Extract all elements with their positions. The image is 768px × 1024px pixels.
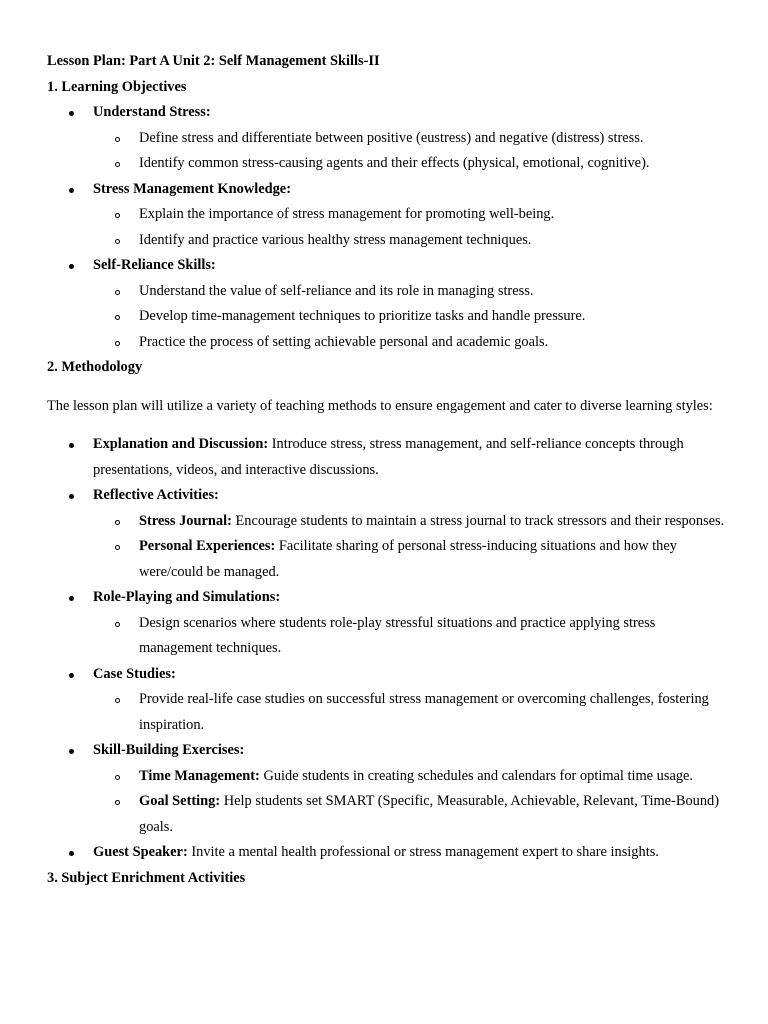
method-item-guest-speaker [47, 840, 727, 866]
section-heading-subject-enrichment: 3. Subject Enrichment Activities [47, 869, 246, 886]
circle-bullet-icon [115, 545, 120, 550]
circle-bullet-icon [115, 800, 120, 805]
objective-sublist [93, 202, 727, 253]
method-sublist [93, 509, 727, 586]
method-text: Invite a mental health professional or stress management expert to share insights. [187, 844, 659, 860]
list-item-text: Develop time-management techniques to prioritize tasks and handle pressure. [139, 308, 586, 324]
bullet-icon [69, 596, 74, 601]
list-item-label: Personal Experiences: [139, 538, 276, 554]
list-item-text: Practice the process of setting achievable personal and academic goals. [139, 333, 549, 350]
objectives-list [47, 100, 727, 355]
method-item-explanation [47, 432, 727, 483]
list-item-text: Understand the value of self-reliance and its role in managing stress. [139, 282, 534, 299]
list-item [93, 789, 727, 840]
circle-bullet-icon [115, 775, 120, 780]
method-label: Guest Speaker: [93, 844, 188, 860]
method-sublist [93, 611, 727, 662]
list-item [93, 202, 727, 228]
method-label: Case Studies: [93, 665, 176, 682]
circle-bullet-icon [115, 520, 120, 525]
section-heading-methodology: 2. Methodology [47, 359, 143, 375]
circle-bullet-icon [115, 341, 120, 346]
methodology-intro: The lesson plan will utilize a variety of teaching methods to ensure engagement and cater to diverse learning styles: [47, 397, 713, 414]
method-text: Introduce stress, stress management, and self-reliance concepts through presentations, videos, and interactive discussions. [93, 436, 684, 478]
circle-bullet-icon [115, 290, 120, 295]
circle-bullet-icon [115, 622, 120, 627]
list-item [93, 611, 727, 662]
list-item [93, 764, 727, 790]
bullet-icon [69, 264, 74, 269]
method-sublist [93, 687, 727, 738]
method-label: Explanation and Discussion: [93, 436, 269, 452]
bullet-icon [69, 851, 74, 856]
objective-group [47, 177, 727, 254]
method-item-skill-building [47, 738, 727, 840]
method-sublist [93, 764, 727, 841]
list-item [93, 330, 727, 356]
list-item-label: Stress Journal: [139, 512, 232, 529]
circle-bullet-icon [115, 315, 120, 320]
list-item-label: Time Management: [139, 767, 260, 784]
list-item-text: Design scenarios where students role-play stressful situations and practice applying stress management techniques. [139, 614, 656, 656]
method-item-reflective [47, 483, 727, 585]
list-item [93, 509, 727, 535]
method-label: Role-Playing and Simulations: [93, 589, 281, 605]
method-item-case-studies [47, 662, 727, 739]
circle-bullet-icon [115, 213, 120, 218]
objective-sublist [93, 279, 727, 356]
list-item-text: Identify common stress-causing agents and their effects (physical, emotional, cognitive). [139, 155, 650, 171]
section-heading-learning-objectives: 1. Learning Objectives [47, 78, 187, 95]
objective-group-label: Understand Stress: [93, 104, 211, 120]
bullet-icon [69, 188, 74, 193]
bullet-icon [69, 443, 74, 448]
list-item [93, 279, 727, 305]
circle-bullet-icon [115, 698, 120, 703]
list-item-label: Goal Setting: [139, 793, 221, 809]
bullet-icon [69, 111, 74, 116]
bullet-icon [69, 673, 74, 678]
method-label: Skill-Building Exercises: [93, 742, 245, 758]
list-item-text: Facilitate sharing of personal stress-inducing situations and how they were/could be managed. [139, 538, 677, 580]
list-item [93, 687, 727, 738]
document-page [47, 49, 727, 891]
list-item [93, 228, 727, 254]
circle-bullet-icon [115, 162, 120, 167]
list-item-text: Provide real-life case studies on successful stress management or overcoming challenges, fostering inspiration. [139, 691, 709, 733]
bullet-icon [69, 494, 74, 499]
list-item [93, 534, 727, 585]
document-title: Lesson Plan: Part A Unit 2: Self Management Skills-II [47, 53, 380, 69]
objective-group [47, 100, 727, 177]
methodology-list [47, 432, 727, 866]
list-item-text: Identify and practice various healthy stress management techniques. [139, 231, 532, 248]
circle-bullet-icon [115, 239, 120, 244]
list-item-text: Encourage students to maintain a stress journal to track stressors and their responses. [231, 512, 725, 529]
list-item [93, 304, 727, 330]
method-item-roleplay [47, 585, 727, 662]
objective-group-label: Self-Reliance Skills: [93, 257, 216, 273]
list-item-text: Guide students in creating schedules and calendars for optimal time usage. [259, 767, 694, 784]
list-item-text: Define stress and differentiate between positive (eustress) and negative (distress) stress. [139, 129, 644, 146]
list-item-text: Explain the importance of stress management for promoting well-being. [139, 206, 555, 222]
circle-bullet-icon [115, 137, 120, 142]
objective-sublist [93, 126, 727, 177]
bullet-icon [69, 749, 74, 754]
objective-group-label: Stress Management Knowledge: [93, 180, 291, 197]
list-item-text: Help students set SMART (Specific, Measurable, Achievable, Relevant, Time-Bound) goals. [139, 793, 720, 835]
list-item [93, 126, 727, 152]
objective-group [47, 253, 727, 355]
method-label: Reflective Activities: [93, 487, 219, 503]
list-item [93, 151, 727, 177]
